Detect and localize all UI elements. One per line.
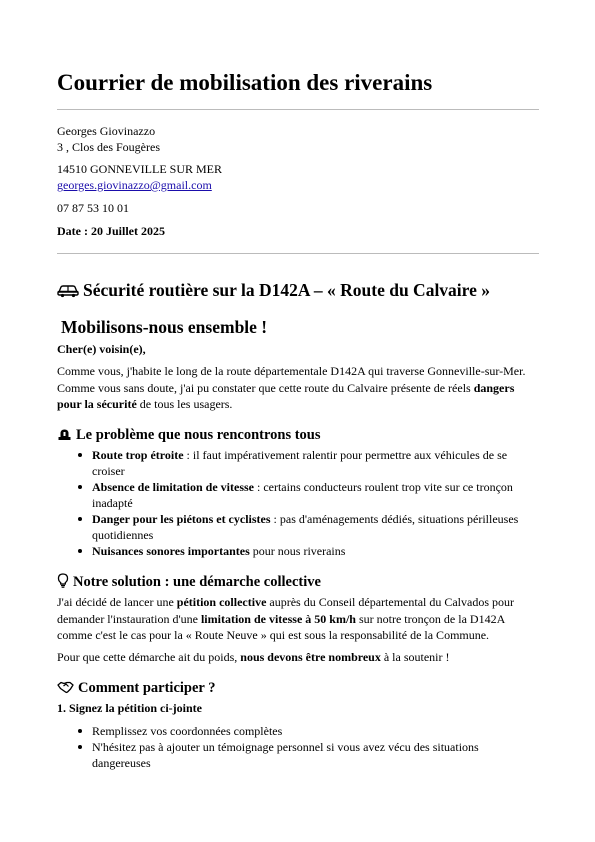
section-title-participate: Comment participer ? [57, 679, 215, 699]
greeting: Cher(e) voisin(e), [57, 342, 146, 356]
list-item: Danger pour les piétons et cyclistes : pas d'aménagements dédiés, situations périlleuses quotidiennes [57, 511, 539, 543]
list-item: Absence de limitation de vitesse : certains conducteurs roulent trop vite sur ce tronçon inadapté [57, 479, 539, 511]
list-item: N'hésitez pas à ajouter un témoignage personnel si vous avez vécu des situations dangereuses [57, 739, 539, 771]
section-title-text: Sécurité routière sur la D142A – « Route du Calvaire » [83, 280, 491, 300]
emergency-light-icon [57, 427, 72, 446]
divider [57, 253, 539, 254]
list-item: Nuisances sonores importantes pour nous riverains [57, 543, 539, 559]
divider [57, 109, 539, 110]
sender-city: 14510 GONNEVILLE SUR MER [57, 162, 222, 176]
section-title-problem: Le problème que nous rencontrons tous [57, 426, 321, 446]
section-title-road-safety [57, 279, 490, 303]
letter-date: Date : 20 Juillet 2025 [57, 224, 165, 238]
page-title: Courrier de mobilisation des riverains [57, 70, 433, 95]
section-title-solution: Notre solution : une démarche collective [57, 573, 321, 593]
solution-paragraph: J'ai décidé de lancer une pétition collective auprès du Conseil départemental du Calvados pour demander l'instauration d'une limitation de vitesse à 50 km/h sur notre tronçon de la D142A comme c'est le cas pour la « Route Neuve » qui est sous la responsabilité de la Commune. [57, 595, 515, 642]
sender-phone: 07 87 53 10 01 [57, 201, 129, 215]
problem-list [57, 447, 539, 559]
handshake-icon [57, 680, 74, 699]
participate-list [57, 723, 539, 771]
solution-call-paragraph: Pour que cette démarche ait du poids, nous devons être nombreux à la soutenir ! [57, 650, 450, 664]
step-1-heading: 1. Signez la pétition ci-jointe [57, 701, 202, 715]
lightbulb-icon [57, 573, 69, 593]
list-item: Route trop étroite : il faut impérativement ralentir pour permettre aux véhicules de se croiser [57, 447, 539, 479]
sender-street: 3 , Clos des Fougères [57, 140, 160, 154]
list-item: Remplissez vos coordonnées complètes [57, 723, 539, 739]
sender-email-link[interactable]: georges.giovinazzo@gmail.com [57, 178, 212, 192]
car-icon [57, 281, 79, 303]
intro-paragraph: Comme vous, j'habite le long de la route départementale D142A qui traverse Gonneville-sur-Mer. Comme vous sans doute, j'ai pu constater que cette route du Calvaire présente de réels dangers pour la sécurité de tous les usagers. [57, 364, 526, 411]
section-subtitle: Mobilisons-nous ensemble ! [61, 317, 268, 337]
sender-name: Georges Giovinazzo [57, 124, 156, 138]
